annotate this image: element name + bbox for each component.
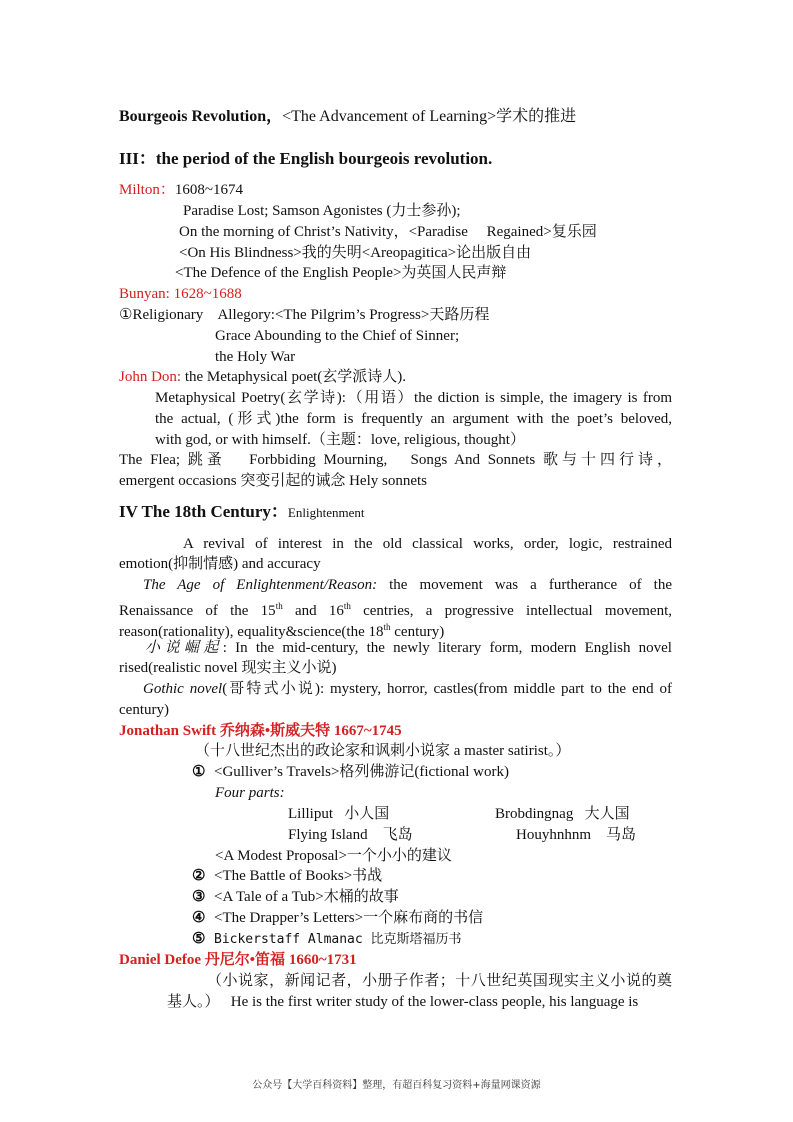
donne-label: John Don: — [119, 369, 182, 385]
num-2: ② — [192, 868, 206, 884]
swift-work-4 — [192, 908, 483, 928]
enlight-p2b-1: Renaissance of the 15 — [119, 603, 276, 619]
enlight-p3b: rised(realistic novel 现实主义小说) — [119, 660, 337, 676]
donne-para-5: emergent occasions 突变引起的诫念 Hely sonnets — [119, 473, 428, 489]
donne-para-1: Metaphysical Poetry(玄学诗):（用语）the diction is simple, the imagery is from — [155, 390, 672, 406]
gothic-novel-title: Gothic novel — [143, 681, 223, 697]
swift-work-2 — [192, 866, 382, 886]
bickerstaff: Bickerstaff Almanac 比克斯塔福历书 — [214, 932, 462, 947]
enlight-p3a-text: : In the mid-century, the newly literary form, modern English novel — [222, 640, 672, 656]
page-footer: 公众号【大学百科资料】整理，有超百科复习资料+海量网课资源 — [252, 1080, 541, 1091]
num-4: ④ — [192, 910, 206, 926]
donne-para-4: The Flea; 跳蚤 Forbbiding Mourning, Songs And Sonnets 歌与十四行诗， — [119, 452, 672, 468]
milton-line-2: On the morning of Christ’s Nativity，<Paradise Regained>复乐园 — [179, 224, 597, 240]
num-5: ⑤ — [192, 931, 206, 947]
bunyan-line-2: Grace Abounding to the Chief of Sinner; — [215, 328, 460, 344]
enlight-p2a-text: the movement was a furtherance of the — [377, 577, 672, 593]
sup-th-2: th — [343, 601, 351, 611]
defoe-para-2: 基人。） He is the first writer study of the lower-class people, his language is — [167, 994, 639, 1010]
swift-work-1 — [192, 762, 509, 782]
enlight-p1a: A revival of interest in the old classical works, order, logic, restrained — [183, 536, 672, 552]
milton-line-3: <On His Blindness>我的失明<Areopagitica>论出版自由 — [179, 245, 532, 261]
heading-18th-century — [119, 502, 364, 523]
tale-tub: <A Tale of a Tub>木桶的故事 — [214, 889, 399, 905]
part-brobdingnag: Brobdingnag 大人国 — [495, 806, 630, 822]
heading-bold: Bourgeois Revolution， — [119, 108, 283, 125]
swift-work-5 — [192, 929, 462, 950]
milton-line-4: <The Defence of the English People>为英国人民声辩 — [175, 265, 507, 281]
num-3: ③ — [192, 889, 206, 905]
enlight-p2a — [143, 575, 672, 595]
bunyan-line-1: ①Religionary Allegory:<The Pilgrim’s Progress>天路历程 — [119, 307, 490, 323]
milton-line-1: Paradise Lost; Samson Agonistes (力士参孙); — [183, 203, 461, 219]
enlight-p1b: emotion(抑制情感) and accuracy — [119, 556, 321, 572]
swift-desc: （十八世纪杰出的政论家和讽刺小说家 a master satirist。） — [195, 743, 571, 759]
enlight-p4b: century) — [119, 702, 169, 718]
heading-18th-rest: Enlightenment — [287, 505, 365, 520]
enlight-p4a — [143, 679, 672, 699]
four-parts-label: Four parts: — [215, 785, 285, 801]
num-1: ① — [192, 764, 206, 780]
modest-proposal: <A Modest Proposal>一个小小的建议 — [215, 848, 452, 864]
milton-label: Milton： — [119, 182, 175, 198]
heading-bourgeois-revolution — [119, 107, 576, 127]
heading-18th-bold: IV The 18th Century： — [119, 502, 288, 521]
sup-th-1: th — [275, 601, 283, 611]
heading-rest: <The Advancement of Learning>学术的推进 — [282, 108, 577, 125]
enlight-p3a — [145, 638, 672, 658]
drapper-letters: <The Drapper’s Letters>一个麻布商的书信 — [214, 910, 484, 926]
enlight-p2c-1: reason(rationality), equality&science(the 18 — [119, 624, 384, 640]
part-lilliput: Lilliput 小人国 — [288, 806, 390, 822]
defoe-para-1: （小说家，新闻记者，小册子作者；十八世纪英国现实主义小说的奠 — [207, 973, 672, 989]
enlight-p2c-2: century) — [390, 624, 445, 640]
enlight-age-title: The Age of Enlightenment/Reason: — [143, 577, 378, 593]
sup-th-3: th — [383, 622, 391, 632]
novel-rise-title: 小说崛起 — [145, 640, 223, 656]
gulliver-title: <Gulliver’s Travels>格列佛游记(fictional work) — [214, 764, 509, 780]
defoe-title: Daniel Defoe 丹尼尔•笛福 1660~1731 — [119, 952, 357, 968]
enlight-p2b-2: and 16 — [282, 603, 344, 619]
donne-line — [119, 367, 406, 387]
donne-para-3: with god, or with himself.（主题：love, religious, thought） — [155, 432, 525, 448]
donne-para-2: the actual, (形式)the form is frequently an argument with the poet’s beloved, — [155, 411, 672, 427]
bunyan-label: Bunyan: 1628~1688 — [119, 286, 242, 302]
swift-work-3 — [192, 887, 399, 907]
donne-rest: the Metaphysical poet(玄学派诗人). — [184, 369, 407, 385]
enlight-p4a-text: (哥特式小说): mystery, horror, castles(from middle part to the end of — [222, 681, 672, 697]
enlight-p2b-3: centries, a progressive intellectual movement, — [350, 603, 672, 619]
milton-years: 1608~1674 — [174, 182, 243, 198]
part-houyhnhnm: Houyhnhnm 马岛 — [516, 827, 637, 843]
bunyan-line-3: the Holy War — [215, 349, 296, 365]
battle-books: <The Battle of Books>书战 — [214, 868, 383, 884]
part-flying-island: Flying Island 飞岛 — [288, 827, 413, 843]
swift-title: Jonathan Swift 乔纳森•斯威夫特 1667~1745 — [119, 723, 402, 739]
heading-period: III：the period of the English bourgeois revolution. — [119, 149, 493, 168]
milton-line — [119, 180, 243, 200]
